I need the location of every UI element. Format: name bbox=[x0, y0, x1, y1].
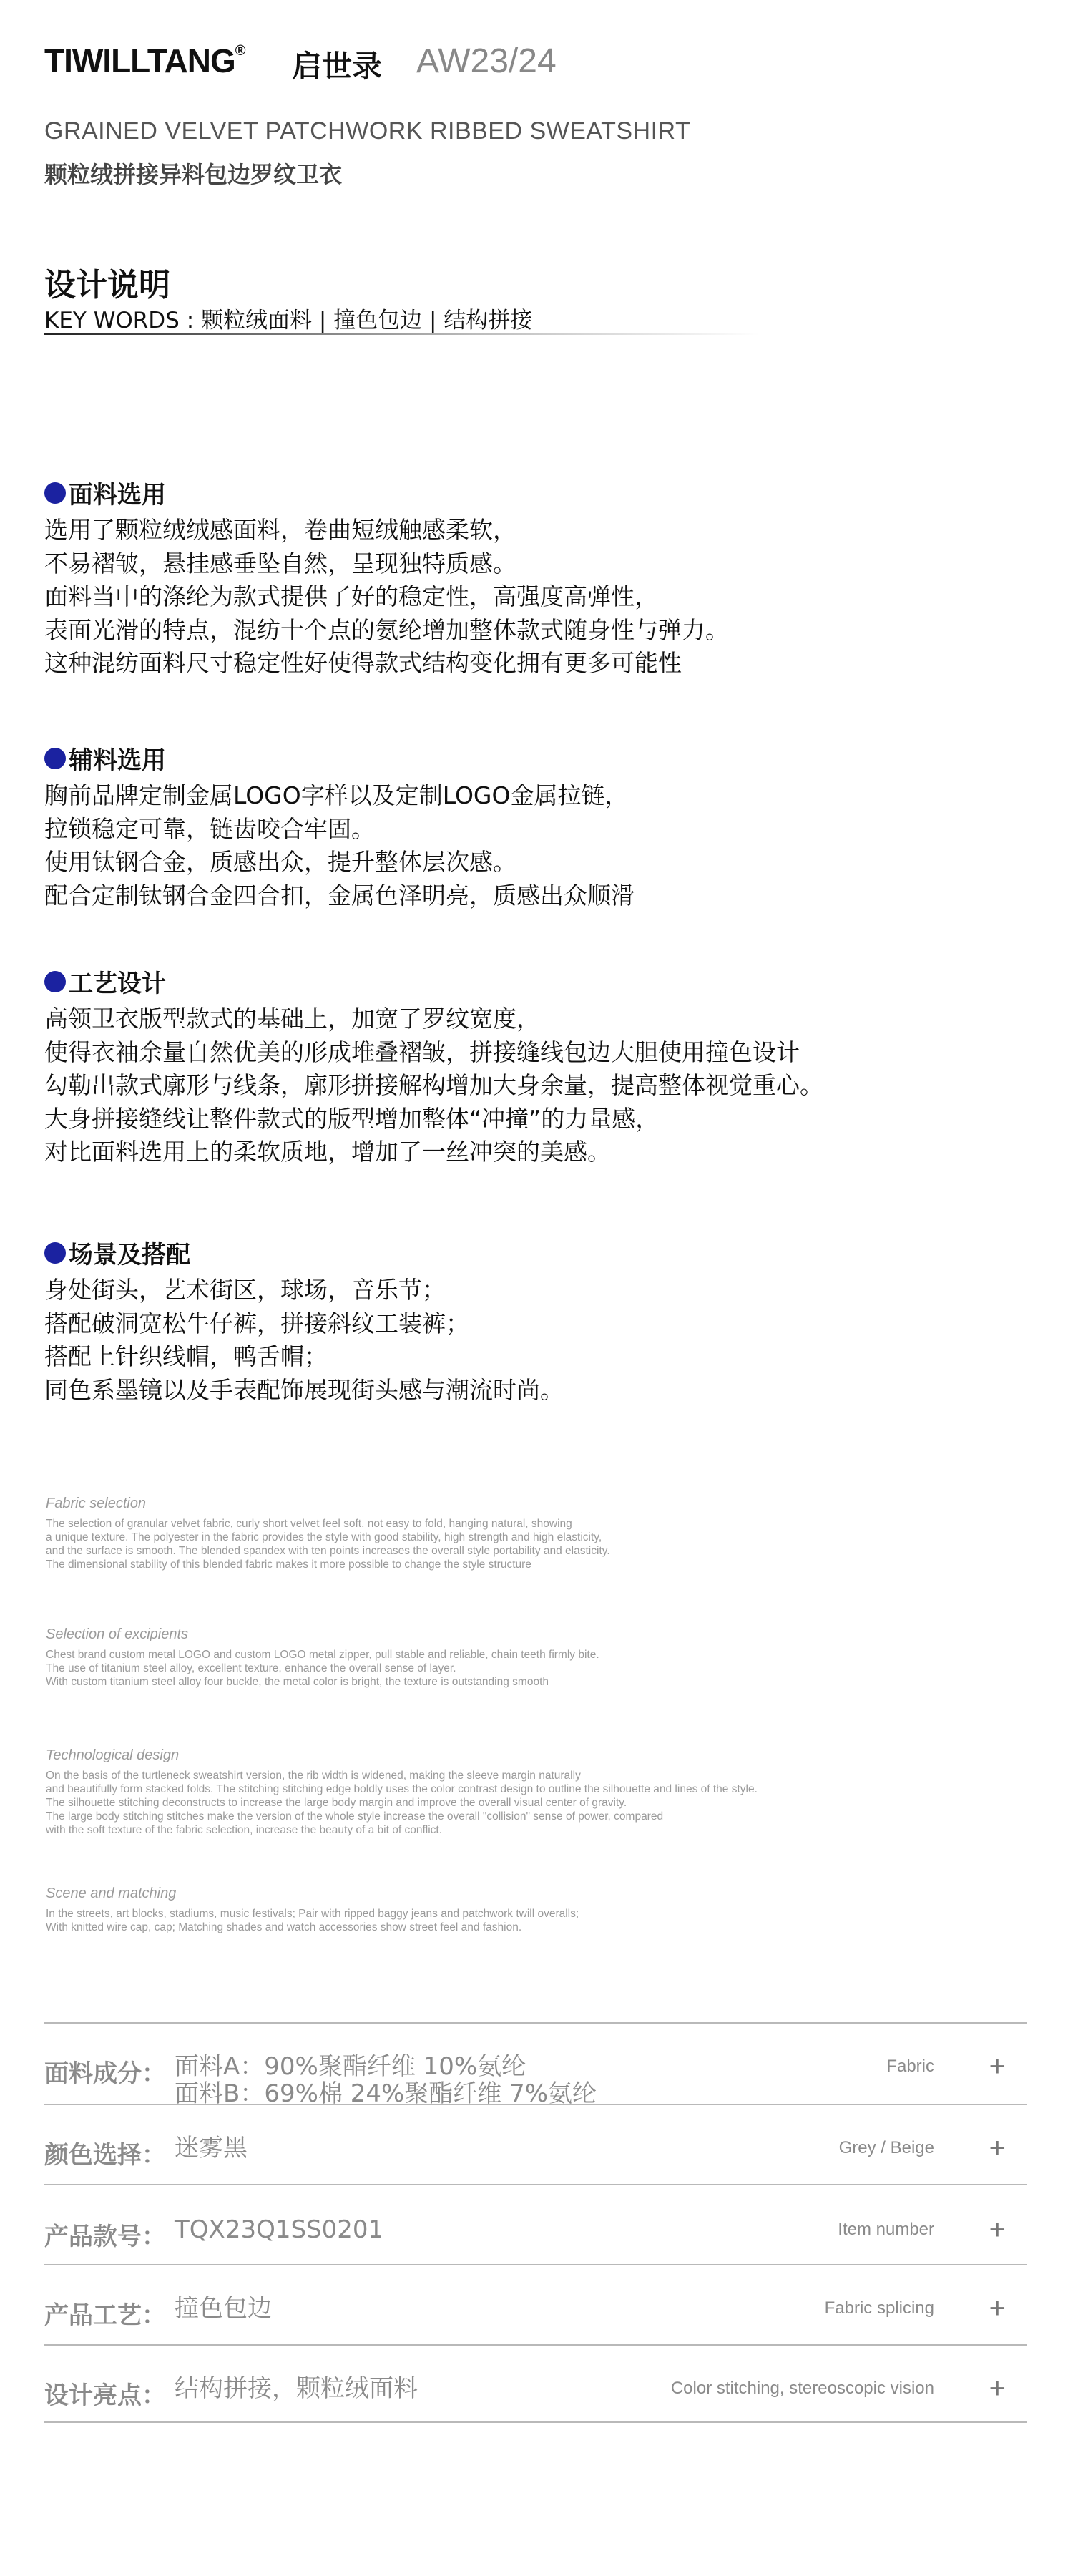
spec-label-en: Fabric splicing bbox=[824, 2298, 934, 2318]
bullet-dot-icon bbox=[44, 1242, 66, 1264]
product-title-cn: 颗粒绒拼接异料包边罗纹卫衣 bbox=[44, 161, 343, 188]
spec-row-item-number[interactable] bbox=[44, 2184, 1027, 2264]
en-line: Chest brand custom metal LOGO and custom LOGO metal zipper, pull stable and reliable, chain teeth firmly bite. bbox=[46, 1649, 599, 1661]
en-line: In the streets, art blocks, stadiums, music festivals; Pair with ripped baggy jeans and patchwork twill overalls; bbox=[46, 1908, 579, 1920]
body-line: 表面光滑的特点，混纺十个点的氨纶增加整体款式随身性与弹力。 bbox=[44, 615, 729, 644]
expand-plus-icon[interactable]: + bbox=[989, 2132, 1006, 2164]
expand-plus-icon[interactable]: + bbox=[989, 2293, 1006, 2324]
body-line: 这种混纺面料尺寸稳定性好使得款式结构变化拥有更多可能性 bbox=[44, 649, 682, 677]
spec-table-bottom-rule bbox=[44, 2421, 1027, 2423]
spec-label: 产品工艺： bbox=[44, 2301, 166, 2330]
en-body-technology bbox=[46, 1769, 758, 1837]
body-line: 不易褶皱，悬挂感垂坠自然，呈现独特质感。 bbox=[44, 549, 516, 577]
en-heading-excipients: Selection of excipients bbox=[46, 1626, 189, 1642]
en-line: The large body stitching stitches make the version of the whole style increase the overall "collision" sense of power, compared bbox=[46, 1810, 664, 1823]
section-heading-accessories bbox=[44, 741, 166, 776]
section-body-accessories bbox=[44, 779, 635, 912]
bullet-dot-icon bbox=[44, 482, 66, 504]
body-line: 身处街头，艺术街区，球场，音乐节； bbox=[44, 1276, 446, 1304]
section-body-scene bbox=[44, 1274, 564, 1407]
brand-name: TIWILLTANG bbox=[44, 42, 235, 79]
section-heading-fabric bbox=[44, 475, 166, 510]
body-line: 勾勒出款式廓形与线条，廓形拼接解构增加大身余量，提高整体视觉重心。 bbox=[44, 1071, 823, 1099]
section-heading-scene bbox=[44, 1235, 190, 1270]
en-body-fabric bbox=[46, 1517, 610, 1571]
en-line: The use of titanium steel alloy, excellent texture, enhance the overall sense of layer. bbox=[46, 1662, 456, 1674]
bullet-dot-icon bbox=[44, 748, 66, 769]
spec-value: 撞色包边 bbox=[175, 2294, 272, 2323]
body-line: 使得衣袖余量自然优美的形成堆叠褶皱，拼接缝线包边大胆使用撞色设计 bbox=[44, 1038, 800, 1066]
en-line: The dimensional stability of this blended fabric makes it more possible to change the style structure bbox=[46, 1558, 531, 1571]
en-body-scene bbox=[46, 1907, 579, 1934]
product-title-en: GRAINED VELVET PATCHWORK RIBBED SWEATSHIRT bbox=[44, 117, 691, 145]
section-body-fabric bbox=[44, 514, 729, 680]
section-title: 场景及搭配 bbox=[69, 1241, 190, 1269]
expand-plus-icon[interactable]: + bbox=[989, 2051, 1006, 2082]
en-line: with the soft texture of the fabric selection, increase the beauty of a bit of conflict. bbox=[46, 1824, 442, 1836]
body-line: 搭配破洞宽松牛仔裤，拼接斜纹工装裤； bbox=[44, 1309, 469, 1337]
spec-label-en: Grey / Beige bbox=[838, 2138, 934, 2157]
section-title: 辅料选用 bbox=[69, 746, 166, 775]
body-line: 使用钛钢合金，质感出众，提升整体层次感。 bbox=[44, 848, 516, 876]
spec-row-color[interactable] bbox=[44, 2104, 1027, 2184]
section-title: 工艺设计 bbox=[69, 970, 166, 998]
spec-label: 设计亮点： bbox=[44, 2381, 166, 2410]
body-line: 拉锁稳定可靠，链齿咬合牢固。 bbox=[44, 814, 375, 843]
body-line: 对比面料选用上的柔软质地，增加了一丝冲突的美感。 bbox=[44, 1138, 611, 1166]
en-body-excipients bbox=[46, 1648, 599, 1689]
body-line: 选用了颗粒绒绒感面料，卷曲短绒触感柔软， bbox=[44, 516, 516, 544]
en-line: The selection of granular velvet fabric, curly short velvet feel soft, not easy to fold, hanging natural, showing bbox=[46, 1518, 572, 1530]
spec-row-fabric[interactable] bbox=[44, 2022, 1027, 2108]
spec-label: 面料成分： bbox=[44, 2059, 166, 2088]
bullet-dot-icon bbox=[44, 971, 66, 992]
body-line: 面料当中的涤纶为款式提供了好的稳定性，高强度高弹性， bbox=[44, 582, 658, 610]
brand-logo bbox=[44, 42, 245, 80]
spec-value: 迷雾黑 bbox=[175, 2134, 248, 2162]
spec-label: 颜色选择： bbox=[44, 2141, 166, 2170]
en-heading-technology: Technological design bbox=[46, 1747, 180, 1763]
body-line: 胸前品牌定制金属LOGO字样以及定制LOGO金属拉链， bbox=[44, 781, 629, 809]
registered-mark: ® bbox=[235, 43, 245, 59]
section-body-craft bbox=[44, 1002, 823, 1169]
spec-value-secondary: 面料B：69%棉 24%聚酯纤维 7%氨纶 bbox=[175, 2079, 597, 2108]
en-line: and beautifully form stacked folds. The stitching stitching edge boldly uses the color contrast design to outline the silhouette and lines of the style. bbox=[46, 1783, 758, 1795]
spec-value: 面料A：90%聚酯纤维 10%氨纶 bbox=[175, 2052, 526, 2081]
spec-label-en: Item number bbox=[838, 2220, 934, 2239]
body-line: 高领卫衣版型款式的基础上，加宽了罗纹宽度， bbox=[44, 1005, 540, 1033]
spec-label-en: Fabric bbox=[886, 2057, 934, 2076]
en-line: The silhouette stitching deconstructs to increase the large body margin and improve the overall visual center of gravity. bbox=[46, 1797, 627, 1809]
spec-label-en: Color stitching, stereoscopic vision bbox=[670, 2379, 934, 2398]
keywords-divider bbox=[44, 333, 760, 335]
en-line: With knitted wire cap, cap; Matching shades and watch accessories show street feel and fashion. bbox=[46, 1921, 522, 1933]
design-notes-title: 设计说明 bbox=[44, 267, 170, 303]
spec-value: TQX23Q1SS0201 bbox=[175, 2215, 384, 2244]
spec-value: 结构拼接，颗粒绒面料 bbox=[175, 2374, 418, 2403]
spec-label: 产品款号： bbox=[44, 2223, 166, 2251]
section-title: 面料选用 bbox=[69, 481, 166, 509]
keywords-line: KEY WORDS : 颗粒绒面料 | 撞色包边 | 结构拼接 bbox=[44, 308, 533, 333]
en-line: a unique texture. The polyester in the fabric provides the style with good stability, high strength and high elasticity, bbox=[46, 1531, 602, 1543]
en-line: With custom titanium steel alloy four buckle, the metal color is bright, the texture is outstanding smooth bbox=[46, 1676, 549, 1688]
expand-plus-icon[interactable]: + bbox=[989, 2214, 1006, 2245]
spec-row-highlights[interactable] bbox=[44, 2344, 1027, 2423]
body-line: 配合定制钛钢合金四合扣，金属色泽明亮，质感出众顺滑 bbox=[44, 881, 635, 909]
en-heading-scene: Scene and matching bbox=[46, 1885, 177, 1901]
season-code: AW23/24 bbox=[416, 42, 557, 80]
en-heading-fabric: Fabric selection bbox=[46, 1496, 147, 1511]
spec-row-craft[interactable] bbox=[44, 2264, 1027, 2344]
body-line: 大身拼接缝线让整件款式的版型增加整体“冲撞”的力量感， bbox=[44, 1104, 660, 1133]
en-line: and the surface is smooth. The blended spandex with ten points increases the overall style portability and elasticity. bbox=[46, 1545, 610, 1557]
body-line: 搭配上针织线帽，鸭舌帽； bbox=[44, 1342, 328, 1370]
brand-name-cn: 启世录 bbox=[292, 49, 383, 84]
en-line: On the basis of the turtleneck sweatshirt version, the rib width is widened, making the sleeve margin naturally bbox=[46, 1770, 581, 1782]
body-line: 同色系墨镜以及手表配饰展现街头感与潮流时尚。 bbox=[44, 1375, 564, 1404]
section-heading-craft bbox=[44, 964, 166, 999]
expand-plus-icon[interactable]: + bbox=[989, 2373, 1006, 2404]
